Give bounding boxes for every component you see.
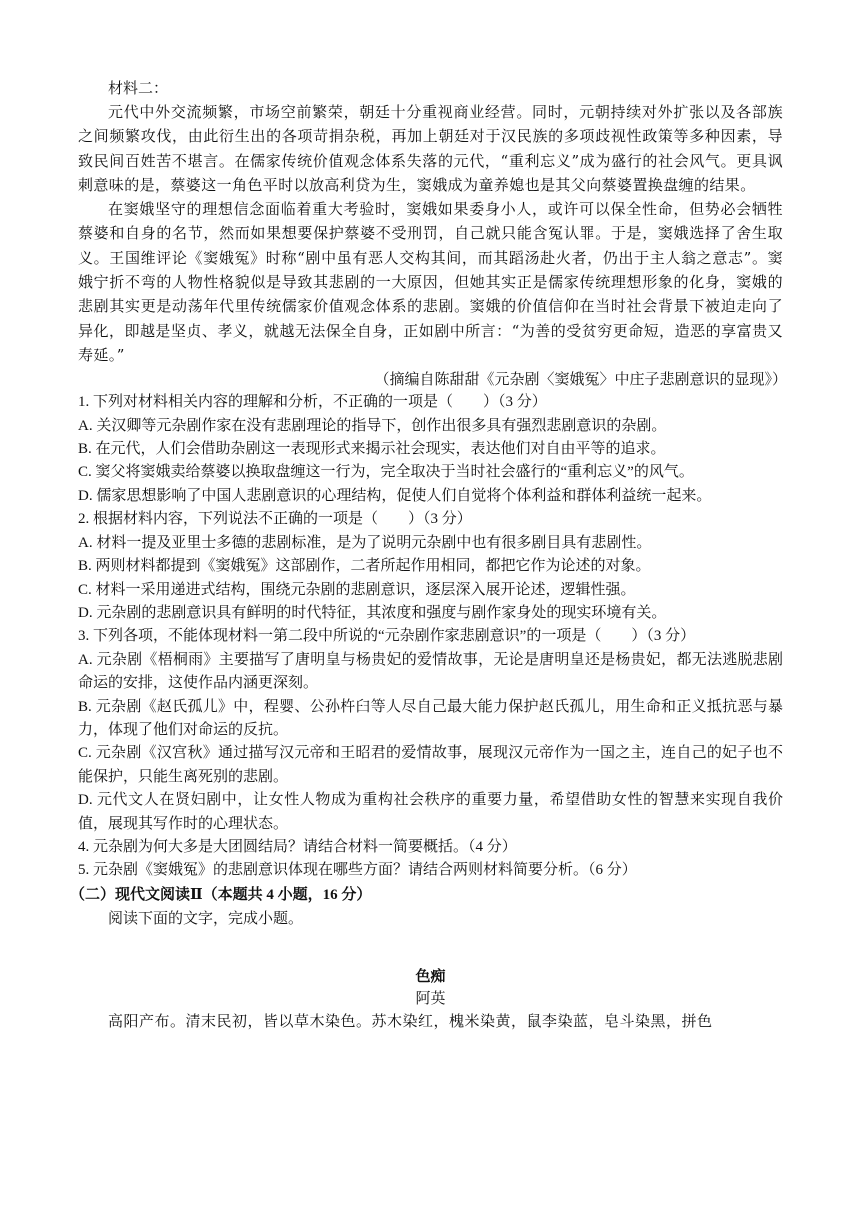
question-stem: 1. 下列对材料相关内容的理解和分析，不正确的一项是（ ）（3 分） (78, 394, 547, 411)
question-stem: 2. 根据材料内容，下列说法不正确的一项是（ ）（3 分） (78, 511, 472, 528)
section-heading: （二）现代文阅读Ⅱ（本题共 4 小题，16 分） (70, 886, 372, 903)
question-2 (78, 508, 783, 625)
option-c: C. 元杂剧《汉宫秋》通过描写汉元帝和王昭君的爱情故事，展现汉元帝作为一国之主，连自己的妃子也不能保护，只能生离死别的悲剧。 (78, 745, 783, 785)
option-d: D. 元杂剧的悲剧意识具有鲜明的时代特征，其浓度和强度与剧作家身处的现实环境有关。 (78, 604, 667, 621)
option-a: A. 元杂剧《梧桐雨》主要描写了唐明皇与杨贵妃的爱情故事，无论是唐明皇还是杨贵妃，都无法逃脱悲剧命运的安排，这使作品内涵更深刻。 (78, 651, 783, 692)
option-b: B. 元杂剧《赵氏孤儿》中，程婴、公孙杵臼等人尽自己最大能力保护赵氏孤儿，用生命和正义抵抗恶与暴力，体现了他们对命运的反抗。 (78, 698, 783, 738)
option-b: B. 在元代，人们会借助杂剧这一表现形式来揭示社会现实，表达他们对自由平等的追求。 (78, 441, 666, 458)
question-4: 4. 元杂剧为何大多是大团圆结局？请结合材料一简要概括。（4 分） (78, 838, 517, 855)
exam-page (70, 76, 787, 1033)
option-a: A. 关汉卿等元杂剧作家在没有悲剧理论的指导下，创作出很多具有强烈悲剧意识的杂剧。 (78, 417, 667, 434)
material-two-paragraph-2: 在窦娥坚守的理想信念面临着重大考验时，窦娥如果委身小人，或许可以保全性命，但势必会牺牲蔡婆和自身的名节，然而如果想要保护蔡婆不受刑罚，自己就只能含冤认罪。于是，窦娥选择了舍生取义。王国维评论《窦娥冤》时称“剧中虽有恶人交构其间，而其蹈汤赴火者，仍出于主人翁之意志”。窦娥宁折不弯的人物性格貌似是导致其悲剧的一大原因，但她其实正是儒家传统理想形象的化身，窦娥的悲剧其实更是动荡年代里传统儒家价值观念体系的悲剧。窦娥的价值信仰在当时社会背景下被迫走向了异化，即越是坚贞、孝义，就越无法保全自身，正如剧中所言：“为善的受贫穷更命短，造恶的享富贵又寿延。” (78, 200, 783, 364)
question-stem: 3. 下列各项，不能体现材料一第二段中所说的“元杂剧作家悲剧意识”的一项是（ ）（3 分） (78, 628, 696, 645)
question-3 (78, 625, 783, 836)
option-c: C. 材料一采用递进式结构，围绕元杂剧的悲剧意识，逐层深入展开论述，逻辑性强。 (78, 581, 636, 598)
material-two-source: （摘编自陈甜甜《元杂剧〈窦娥冤〉中庄子悲剧意识的显现》） (374, 370, 787, 389)
material-two-paragraph-1: 元代中外交流频繁，市场空前繁荣，朝廷十分重视商业经营。同时，元朝持续对外扩张以及各部族之间频繁攻伐，由此衍生出的各项苛捐杂税，再加上朝廷对于汉民族的多项歧视性政策等多种因素，导致民间百姓苦不堪言。在儒家传统价值观念体系失落的元代，“重利忘义”成为盛行的社会风气。更具讽刺意味的是，蔡婆这一角色平时以放高利贷为生，窦娥成为童养媳也是其父向蔡婆置换盘缠的结果。 (78, 103, 783, 194)
option-c: C. 窦父将窦娥卖给蔡婆以换取盘缠这一行为，完全取决于当时社会盛行的“重利忘义”的风气。 (78, 464, 694, 481)
section-intro: 阅读下面的文字，完成小题。 (108, 910, 304, 927)
option-b: B. 两则材料都提到《窦娥冤》这部剧作，二者所起作用相同，都把它作为论述的对象。 (78, 558, 651, 575)
story-author: 阿英 (415, 988, 446, 1007)
option-d: D. 元代文人在贤妇剧中，让女性人物成为重构社会秩序的重要力量，希望借助女性的智慧来实现自我价值，展现其写作时的心理状态。 (78, 792, 783, 832)
option-d: D. 儒家思想影响了中国人悲剧意识的心理结构，促使人们自觉将个体利益和群体利益统一起来。 (78, 487, 712, 504)
material-two-heading: 材料二： (108, 79, 169, 97)
story-title: 色痴 (415, 966, 446, 985)
story-first-line: 高阳产布。清末民初，皆以草木染色。苏木染红，槐米染黄，鼠李染蓝，皂斗染黑，拼色 (108, 1011, 713, 1030)
question-5: 5. 元杂剧《窦娥冤》的悲剧意识体现在哪些方面？请结合两则材料简要分析。（6 分） (78, 862, 637, 879)
question-1 (78, 391, 783, 508)
option-a: A. 材料一提及亚里士多德的悲剧标准，是为了说明元杂剧中也有很多剧目具有悲剧性。 (78, 534, 652, 551)
